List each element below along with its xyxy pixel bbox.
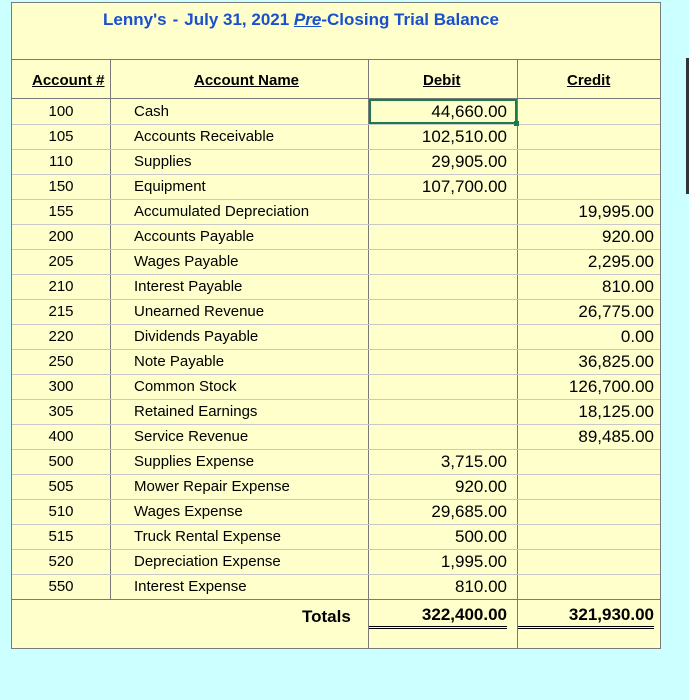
account-number-cell[interactable]: 220 bbox=[48, 328, 74, 345]
account-name-cell[interactable]: Note Payable bbox=[134, 353, 225, 370]
account-name-cell[interactable]: Interest Payable bbox=[134, 278, 243, 295]
total-credit[interactable]: 321,930.00 bbox=[518, 605, 654, 629]
table-row[interactable] bbox=[12, 124, 660, 149]
totals-label: Totals bbox=[302, 607, 351, 626]
account-number-cell[interactable]: 200 bbox=[48, 228, 74, 245]
debit-cell[interactable]: 44,660.00 bbox=[431, 102, 507, 121]
table-row[interactable] bbox=[12, 224, 660, 249]
table-row[interactable] bbox=[12, 274, 660, 299]
account-name-cell[interactable]: Cash bbox=[134, 103, 170, 120]
table-row[interactable] bbox=[12, 199, 660, 224]
account-name-cell[interactable]: Service Revenue bbox=[134, 428, 249, 445]
table-row[interactable] bbox=[12, 349, 660, 374]
debit-cell[interactable]: 102,510.00 bbox=[421, 127, 507, 146]
header-credit[interactable]: Credit bbox=[567, 72, 611, 89]
credit-cell[interactable]: 26,775.00 bbox=[578, 302, 654, 321]
account-name-cell[interactable]: Accounts Receivable bbox=[134, 128, 275, 145]
account-number-cell[interactable]: 105 bbox=[48, 128, 74, 145]
account-number-cell[interactable]: 550 bbox=[48, 578, 74, 595]
account-number-cell[interactable]: 215 bbox=[48, 303, 74, 320]
table-row[interactable] bbox=[12, 524, 660, 549]
account-number-cell[interactable]: 505 bbox=[48, 478, 74, 495]
table-row[interactable] bbox=[12, 374, 660, 399]
debit-cell[interactable]: 500.00 bbox=[455, 527, 507, 546]
account-name-cell[interactable]: Wages Expense bbox=[134, 503, 243, 520]
debit-cell[interactable]: 920.00 bbox=[455, 477, 507, 496]
title-pre: Pre bbox=[293, 10, 322, 29]
debit-cell[interactable]: 107,700.00 bbox=[421, 177, 507, 196]
table-row[interactable] bbox=[12, 324, 660, 349]
account-name-cell[interactable]: Interest Expense bbox=[134, 578, 247, 595]
title-company: Lenny's bbox=[103, 10, 167, 29]
credit-cell[interactable]: 36,825.00 bbox=[578, 352, 654, 371]
account-number-cell[interactable]: 515 bbox=[48, 528, 74, 545]
sheet-title bbox=[12, 10, 660, 30]
account-number-cell[interactable]: 210 bbox=[48, 278, 74, 295]
debit-cell[interactable]: 810.00 bbox=[455, 577, 507, 596]
credit-cell[interactable]: 2,295.00 bbox=[587, 252, 654, 271]
table-row[interactable] bbox=[12, 99, 660, 124]
selected-cell-outline[interactable] bbox=[369, 99, 517, 124]
credit-cell[interactable]: 920.00 bbox=[602, 227, 654, 246]
account-name-cell[interactable]: Supplies Expense bbox=[134, 453, 255, 470]
total-debit[interactable]: 322,400.00 bbox=[369, 605, 507, 629]
credit-cell[interactable]: 0.00 bbox=[620, 327, 654, 346]
account-name-cell[interactable]: Common Stock bbox=[134, 378, 237, 395]
account-name-cell[interactable]: Unearned Revenue bbox=[134, 303, 265, 320]
account-name-cell[interactable]: Accumulated Depreciation bbox=[134, 203, 310, 220]
account-number-cell[interactable]: 500 bbox=[48, 453, 74, 470]
table-row[interactable] bbox=[12, 149, 660, 174]
account-name-cell[interactable]: Dividends Payable bbox=[134, 328, 259, 345]
account-name-cell[interactable]: Equipment bbox=[134, 178, 206, 195]
account-number-cell[interactable]: 205 bbox=[48, 253, 74, 270]
table-row[interactable] bbox=[12, 399, 660, 424]
header-account-number[interactable]: Account # bbox=[32, 72, 105, 89]
title-rest: -Closing Trial Balance bbox=[321, 10, 499, 29]
debit-cell[interactable]: 29,685.00 bbox=[431, 502, 507, 521]
account-number-cell[interactable]: 520 bbox=[48, 553, 74, 570]
header-account-name[interactable]: Account Name bbox=[194, 72, 300, 89]
credit-cell[interactable]: 18,125.00 bbox=[578, 402, 654, 421]
account-name-cell[interactable]: Mower Repair Expense bbox=[134, 478, 290, 495]
account-name-cell[interactable]: Wages Payable bbox=[134, 253, 239, 270]
account-number-cell[interactable]: 155 bbox=[48, 203, 74, 220]
debit-cell[interactable]: 1,995.00 bbox=[440, 552, 507, 571]
table-row[interactable] bbox=[12, 474, 660, 499]
account-name-cell[interactable]: Accounts Payable bbox=[134, 228, 255, 245]
credit-cell[interactable]: 810.00 bbox=[602, 277, 654, 296]
table-row[interactable] bbox=[12, 174, 660, 199]
credit-cell[interactable]: 126,700.00 bbox=[568, 377, 654, 396]
account-number-cell[interactable]: 510 bbox=[48, 503, 74, 520]
trial-balance-sheet bbox=[11, 2, 661, 649]
table-row[interactable] bbox=[12, 449, 660, 474]
debit-cell[interactable]: 3,715.00 bbox=[440, 452, 507, 471]
debit-cell[interactable]: 29,905.00 bbox=[431, 152, 507, 171]
account-name-cell[interactable]: Retained Earnings bbox=[134, 403, 258, 420]
fill-handle[interactable] bbox=[514, 121, 519, 126]
title-separator: - bbox=[172, 10, 179, 29]
account-number-cell[interactable]: 110 bbox=[49, 153, 73, 170]
account-number-cell[interactable]: 300 bbox=[48, 378, 74, 395]
account-name-cell[interactable]: Depreciation Expense bbox=[134, 553, 281, 570]
table-row[interactable] bbox=[12, 549, 660, 574]
table-row[interactable] bbox=[12, 574, 660, 599]
table-row[interactable] bbox=[12, 249, 660, 274]
account-number-cell[interactable]: 400 bbox=[48, 428, 74, 445]
totals-divider bbox=[12, 599, 660, 600]
account-number-cell[interactable]: 150 bbox=[48, 178, 74, 195]
account-name-cell[interactable]: Supplies bbox=[134, 153, 192, 170]
table-row[interactable] bbox=[12, 499, 660, 524]
account-number-cell[interactable]: 100 bbox=[48, 103, 74, 120]
account-number-cell[interactable]: 305 bbox=[48, 403, 74, 420]
title-date: July 31, 2021 bbox=[184, 10, 290, 29]
table-row[interactable] bbox=[12, 424, 660, 449]
account-number-cell[interactable]: 250 bbox=[48, 353, 74, 370]
header-debit[interactable]: Debit bbox=[423, 72, 461, 89]
credit-cell[interactable]: 19,995.00 bbox=[578, 202, 654, 221]
credit-cell[interactable]: 89,485.00 bbox=[578, 427, 654, 446]
account-name-cell[interactable]: Truck Rental Expense bbox=[134, 528, 282, 545]
table-row[interactable] bbox=[12, 299, 660, 324]
